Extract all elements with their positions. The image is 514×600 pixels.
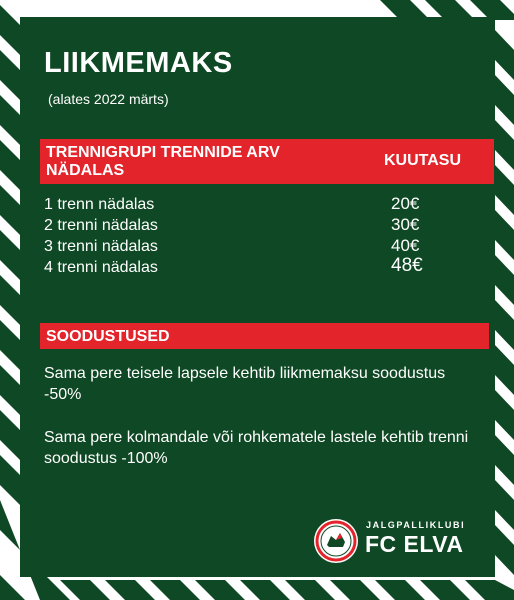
fee-row-label: 2 trenni nädalas bbox=[44, 217, 158, 234]
fee-row bbox=[44, 257, 444, 278]
discount-paragraph-1: Sama pere teisele lapsele kehtib liikmemaksu soodustus -50% bbox=[44, 365, 446, 403]
fee-row-price: 40€ bbox=[391, 236, 420, 255]
fee-row-price: 20€ bbox=[391, 194, 420, 213]
discount-paragraph-2: Sama pere kolmandale või rohkematele lastele kehtib trenni soodustus -100% bbox=[44, 429, 469, 467]
fee-row bbox=[44, 194, 444, 215]
content-panel bbox=[20, 17, 495, 577]
fee-row-price: 30€ bbox=[391, 215, 420, 234]
discounts-header bbox=[40, 323, 489, 349]
page-subtitle: (alates 2022 märts) bbox=[48, 91, 169, 107]
club-name: FC ELVA bbox=[365, 531, 464, 557]
fee-header-right: KUUTASU bbox=[384, 152, 462, 169]
fee-row bbox=[44, 215, 444, 236]
page-title: LIIKMEMAKS bbox=[44, 47, 233, 79]
fee-row-label: 1 trenn nädalas bbox=[44, 196, 155, 213]
fee-row-label: 3 trenni nädalas bbox=[44, 238, 158, 255]
club-subtitle: JALGPALLIKLUBI bbox=[366, 520, 466, 530]
discounts-header-label: SOODUSTUSED bbox=[46, 328, 170, 345]
fee-table-header bbox=[40, 139, 494, 184]
fee-header-left: TRENNIGRUPI TRENNIDE ARV NÄDALAS bbox=[46, 144, 280, 179]
fee-row-label: 4 trenni nädalas bbox=[44, 259, 158, 276]
fee-row bbox=[44, 236, 444, 257]
fee-row-price: 48€ bbox=[391, 255, 423, 276]
fc-elva-crest-icon bbox=[313, 518, 359, 564]
fee-table-rows bbox=[44, 194, 444, 278]
